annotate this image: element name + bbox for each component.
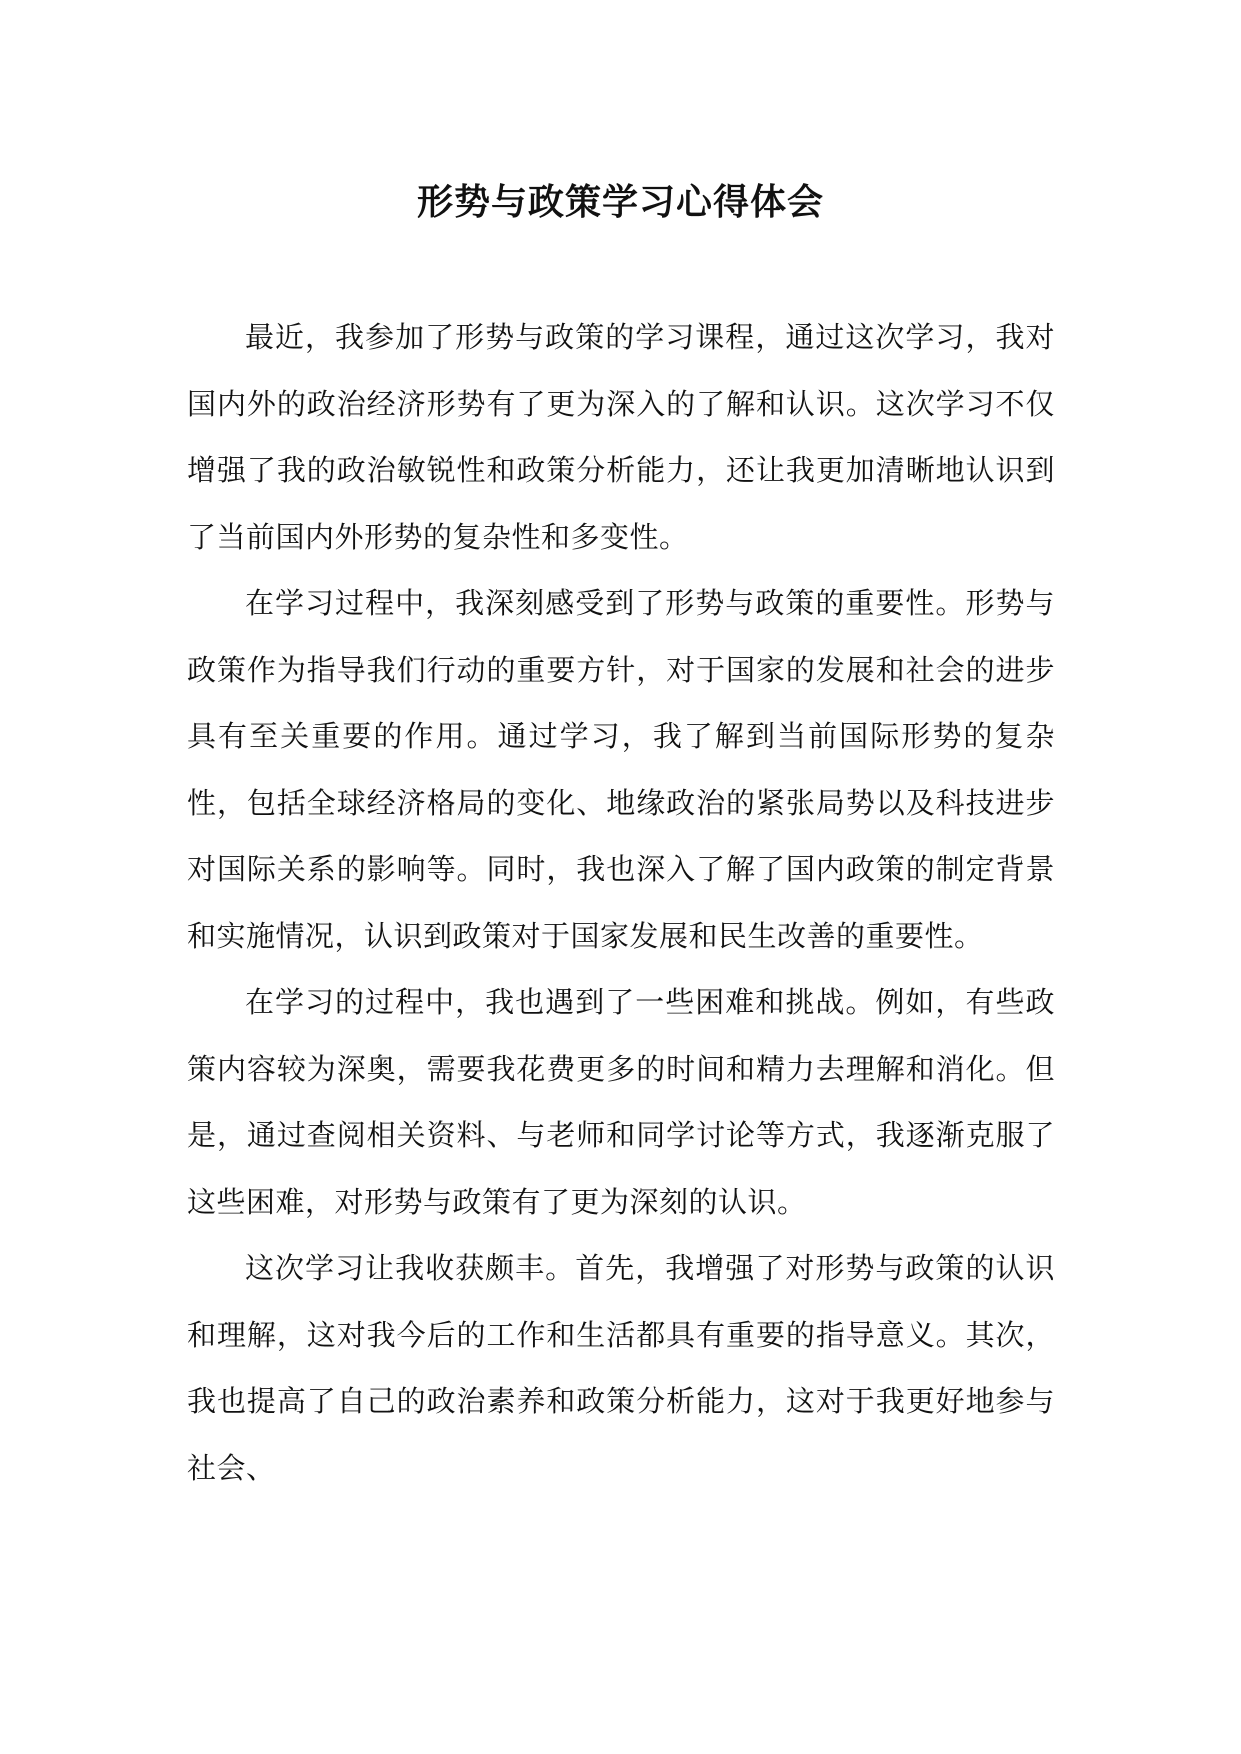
paragraph-1: 最近，我参加了形势与政策的学习课程，通过这次学习，我对国内外的政治经济形势有了更为深入的了解和认识。这次学习不仅增强了我的政治敏锐性和政策分析能力，还让我更加清晰地认识到了当前国内外形势的复杂性和多变性。 xyxy=(187,320,1055,554)
paragraph-4: 这次学习让我收获颇丰。首先，我增强了对形势与政策的认识和理解，这对我今后的工作和生活都具有重要的指导意义。其次，我也提高了自己的政治素养和政策分析能力，这对于我更好地参与社会、 xyxy=(187,1251,1055,1485)
document-body xyxy=(187,304,1055,1501)
document-title: 形势与政策学习心得体会 xyxy=(416,181,824,223)
paragraph-2: 在学习过程中，我深刻感受到了形势与政策的重要性。形势与政策作为指导我们行动的重要方针，对于国家的发展和社会的进步具有至关重要的作用。通过学习，我了解到当前国际形势的复杂性，包括全球经济格局的变化、地缘政治的紧张局势以及科技进步对国际关系的影响等。同时，我也深入了解了国内政策的制定背景和实施情况，认识到政策对于国家发展和民生改善的重要性。 xyxy=(187,586,1055,953)
paragraph-3: 在学习的过程中，我也遇到了一些困难和挑战。例如，有些政策内容较为深奥，需要我花费更多的时间和精力去理解和消化。但是，通过查阅相关资料、与老师和同学讨论等方式，我逐渐克服了这些困难，对形势与政策有了更为深刻的认识。 xyxy=(187,985,1055,1219)
